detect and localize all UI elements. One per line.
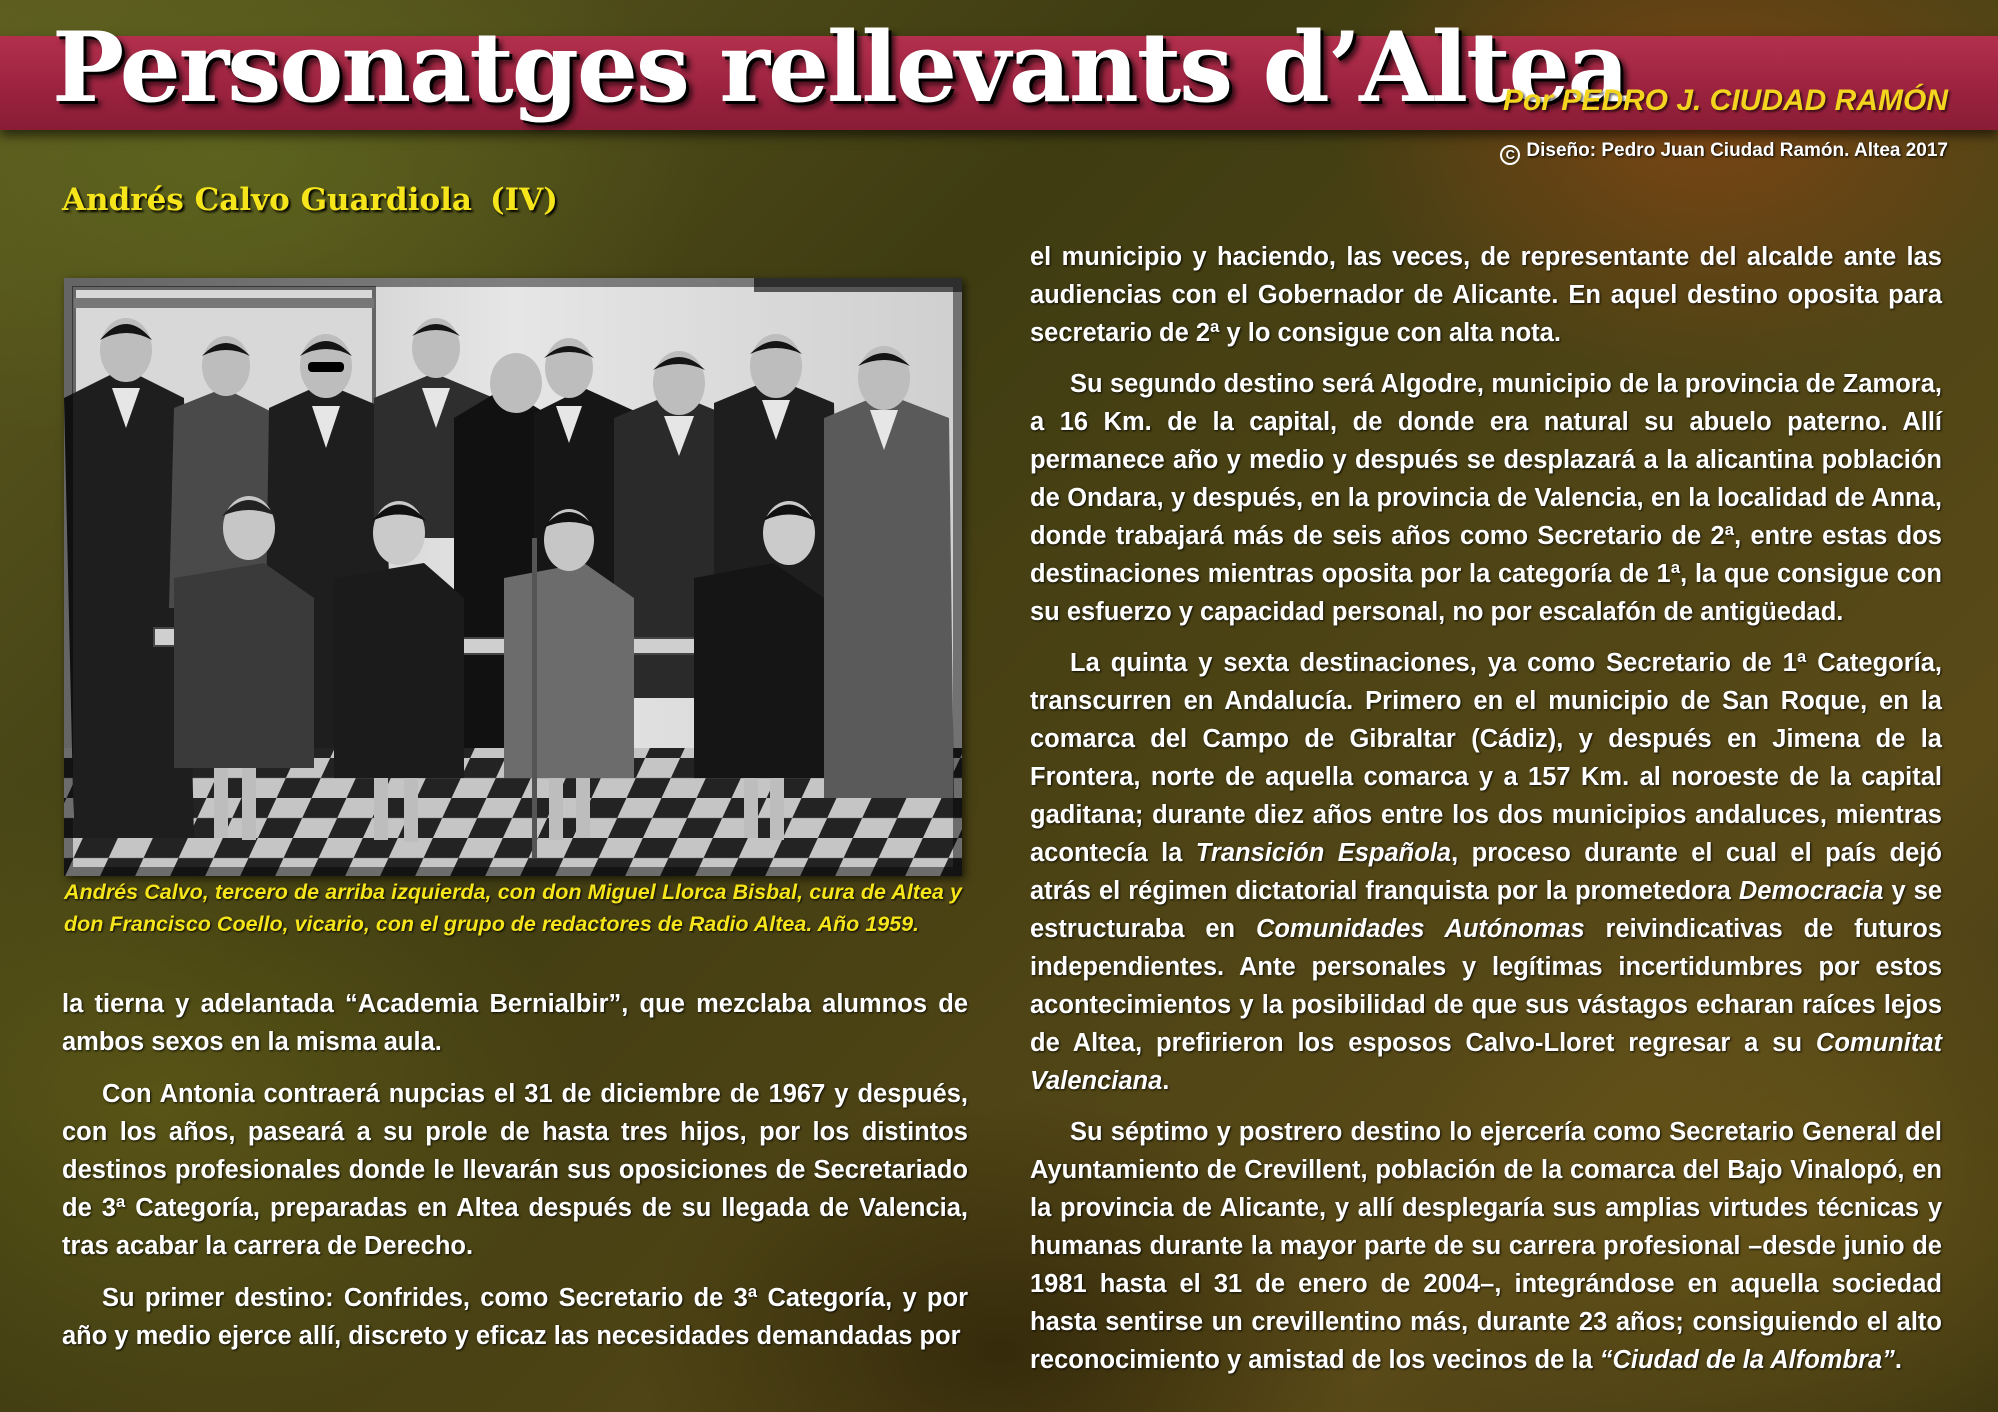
subtitle-name: Andrés Calvo Guardiola [62, 182, 473, 218]
right-p3-text-c: y se estructuraba en [1030, 877, 1943, 943]
left-column [62, 985, 968, 1369]
subtitle-part: (IV) [490, 182, 558, 218]
design-credit-text: Diseño: Pedro Juan Ciudad Ramón. Altea 2017 [1526, 140, 1948, 161]
group-photo-illustration [64, 278, 962, 876]
left-paragraph-2: Con Antonia contraerá nupcias el 31 de diciembre de 1967 y después, con los años, paseará a su prole de hasta tres hijos, por los distintos destinos profesionales donde le llevarán sus oposiciones de Secretariado de 3ª Categoría, preparadas en Altea después de su llegada de Valencia, tras acabar la carrera de Derecho. [62, 1080, 968, 1260]
right-p4-text-b: . [1894, 1346, 1902, 1374]
right-p3-text-e: . [1162, 1067, 1170, 1095]
right-p3-text-b: , proceso durante el cual el país dejó atrás el régimen dictatorial franquista por la prometedora [1030, 839, 1942, 905]
right-column [1030, 238, 1942, 1392]
design-credit [1500, 140, 1948, 165]
right-p3-text-d: reivindicativas de futuros independientes. Ante personales y legítimas incertidumbres por estos acontecimientos y la posibilidad de que sus vástagos echaran raíces lejos de Altea, prefirieron los esposos Calvo-Lloret regresar a su [1030, 915, 1943, 1057]
right-p4-emphasis-alfombra: “Ciudad de la Alfombra” [1599, 1346, 1895, 1374]
right-p3-emphasis-comunitat: Comunitat Valenciana [1030, 1029, 1942, 1095]
right-paragraph-3 [1030, 644, 1942, 1100]
right-p4-text-a: Su séptimo y postrero destino lo ejercería como Secretario General del Ayuntamiento de Crevillent, población de la comarca del Bajo Vinalopó, en la provincia de Alicante, y allí desplegaría sus amplias virtudes técnicas y humanas durante la mayor parte de su carrera profesional –desde junio de 1981 hasta el 31 de enero de 2004–, integrándose en aquella sociedad hasta sentirse un crevillentino más, durante 23 años; consiguiendo el alto reconocimiento y amistad de los vecinos de la [1030, 1118, 1942, 1374]
left-paragraph-3: Su primer destino: Confrides, como Secretario de 3ª Categoría, y por año y medio ejerce allí, discreto y eficaz las necesidades demandadas por [62, 1284, 968, 1350]
page-title: Personatges rellevants d’Altea [52, 11, 1628, 124]
right-p3-emphasis-democracia: Democracia [1738, 877, 1884, 905]
right-p3-emphasis-comunidades: Comunidades Autónomas [1255, 915, 1585, 943]
right-p3-text-a: La quinta y sexta destinaciones, ya como Secretario de 1ª Categoría, transcurren en Andalucía. Primero en el municipio de San Roque, en la comarca del Campo de Gibraltar (Cádiz), y después en Jimena de la Frontera, norte de aquella comarca y a 157 Km. al noroeste de la capital gaditana; durante diez años entre los dos municipios andaluces, mientras acontecía la [1030, 649, 1942, 867]
copyright-icon: C [1500, 145, 1520, 165]
author-byline: Por PEDRO J. CIUDAD RAMÓN [1502, 84, 1948, 117]
right-p3-emphasis-transicion: Transición Española [1195, 839, 1452, 867]
right-paragraph-4 [1030, 1113, 1942, 1379]
right-paragraph-1: el municipio y haciendo, las veces, de representante del alcalde ante las audiencias con el Gobernador de Alicante. En aquel destino oposita para secretario de 2ª y lo consigue con alta nota. [1030, 243, 1942, 347]
group-photo [64, 278, 962, 876]
article-subtitle [62, 182, 558, 218]
left-paragraph-1: la tierna y adelantada “Academia Bernialbir”, que mezclaba alumnos de ambos sexos en la misma aula. [62, 990, 968, 1056]
photo-caption: Andrés Calvo, tercero de arriba izquierda, con don Miguel Llorca Bisbal, cura de Altea y don Francisco Coello, vicario, con el grupo de redactores de Radio Altea. Año 1959. [64, 880, 962, 936]
right-paragraph-2: Su segundo destino será Algodre, municipio de la provincia de Zamora, a 16 Km. de la capital, de donde era natural su abuelo paterno. Allí permanece año y medio y después se desplazará a la alicantina población de Ondara, y después, en la provincia de Valencia, en la localidad de Anna, donde trabajará más de seis años como Secretario de 2ª, entre estas dos destinaciones mientras oposita por la categoría de 1ª, la que consigue con su esfuerzo y capacidad personal, no por escalafón de antigüedad. [1030, 370, 1942, 626]
